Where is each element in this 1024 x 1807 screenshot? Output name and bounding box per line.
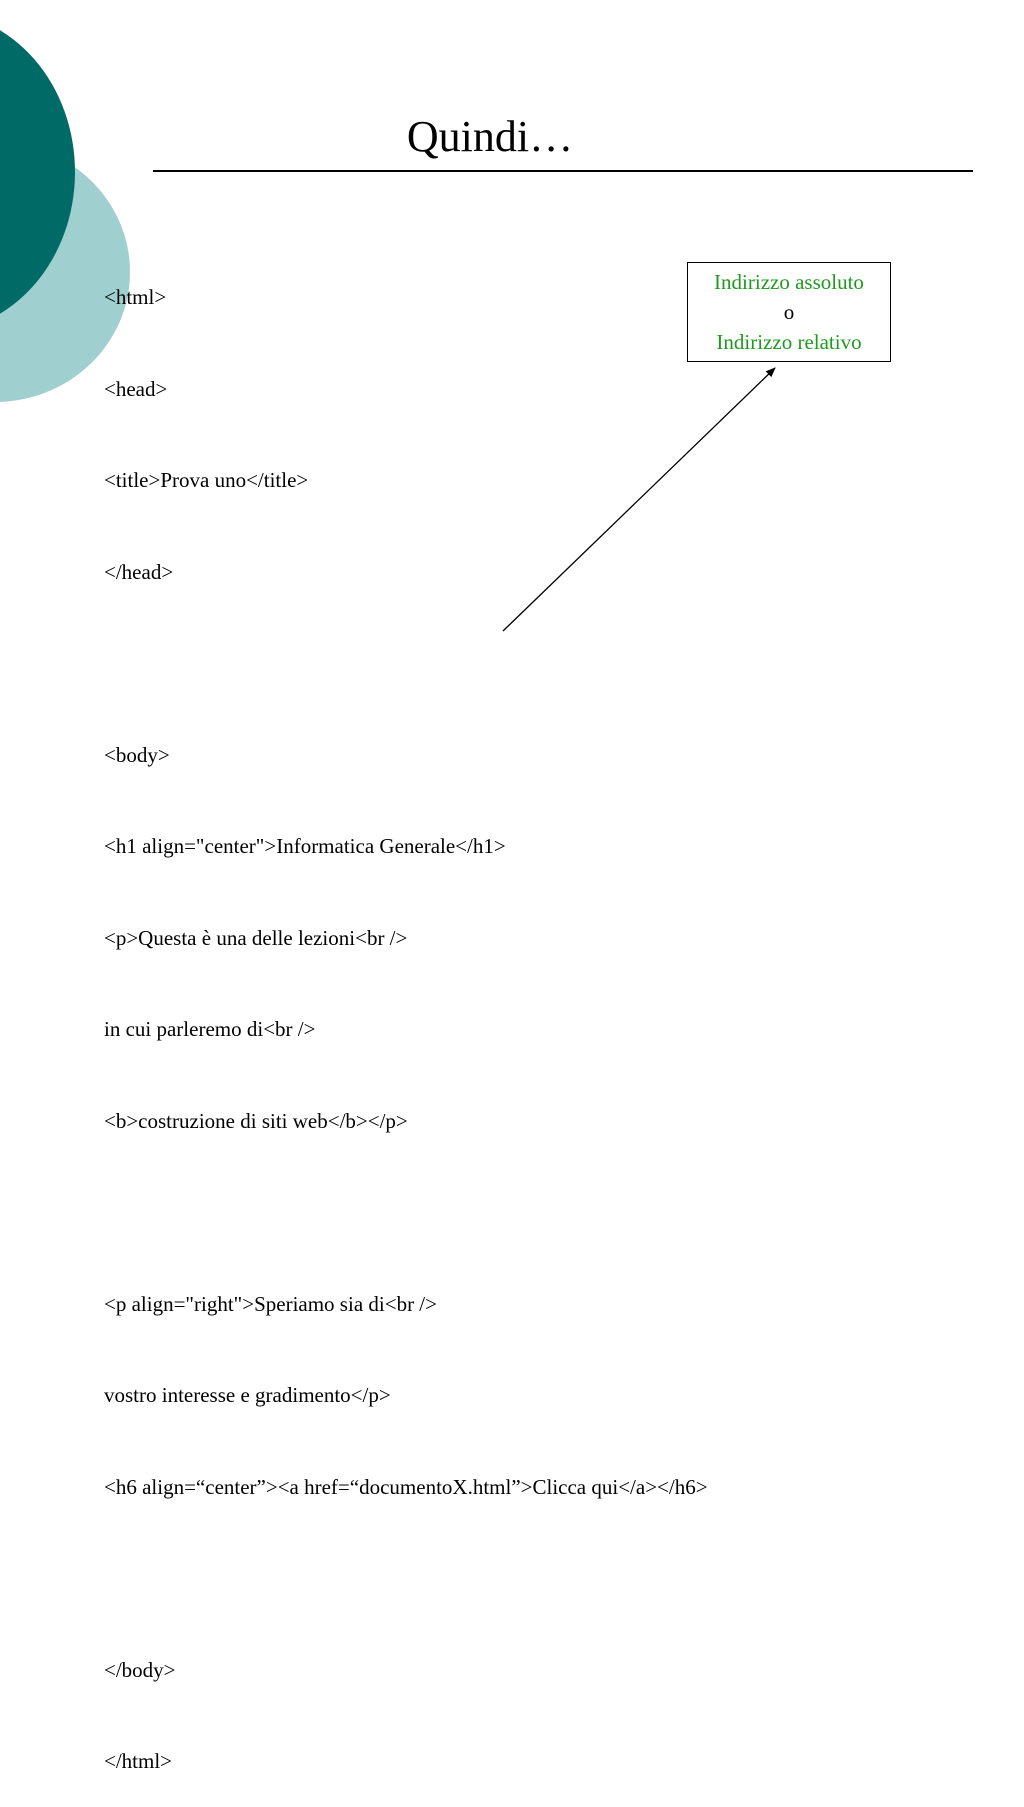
code-line: </html> [104, 1749, 173, 1773]
code-line: <head> [104, 376, 168, 401]
title-underline [153, 170, 973, 172]
code-line: <p align="right">Speriamo sia di<br /> [104, 1291, 437, 1316]
code-line: <b>costruzione di siti web</b></p> [104, 1108, 408, 1133]
code-line: <body> [104, 742, 170, 767]
code-line: </body> [104, 1657, 176, 1682]
note-relative-address: Indirizzo relativo [716, 330, 862, 354]
code-line: </head> [104, 559, 174, 584]
html-code-block [104, 221, 708, 1807]
code-line [104, 1197, 708, 1228]
code-line: <h1 align="center">Informatica Generale</h1> [104, 834, 506, 858]
address-note-box [687, 262, 891, 362]
code-line: <h6 align=“center”><a href=“documentoX.html”>Clicca qui</a></h6> [104, 1474, 708, 1499]
code-line [104, 648, 708, 679]
code-line: <html> [104, 285, 167, 309]
note-absolute-address: Indirizzo assoluto [714, 270, 864, 294]
code-line: vostro interesse e gradimento</p> [104, 1383, 391, 1407]
code-line: in cui parleremo di<br /> [104, 1017, 316, 1041]
note-or: o [783, 300, 795, 324]
code-line: <title>Prova uno</title> [104, 468, 309, 492]
code-line [104, 1563, 708, 1594]
code-line: <p>Questa è una delle lezioni<br /> [104, 925, 408, 950]
slide-title: Quindi… [406, 112, 574, 161]
